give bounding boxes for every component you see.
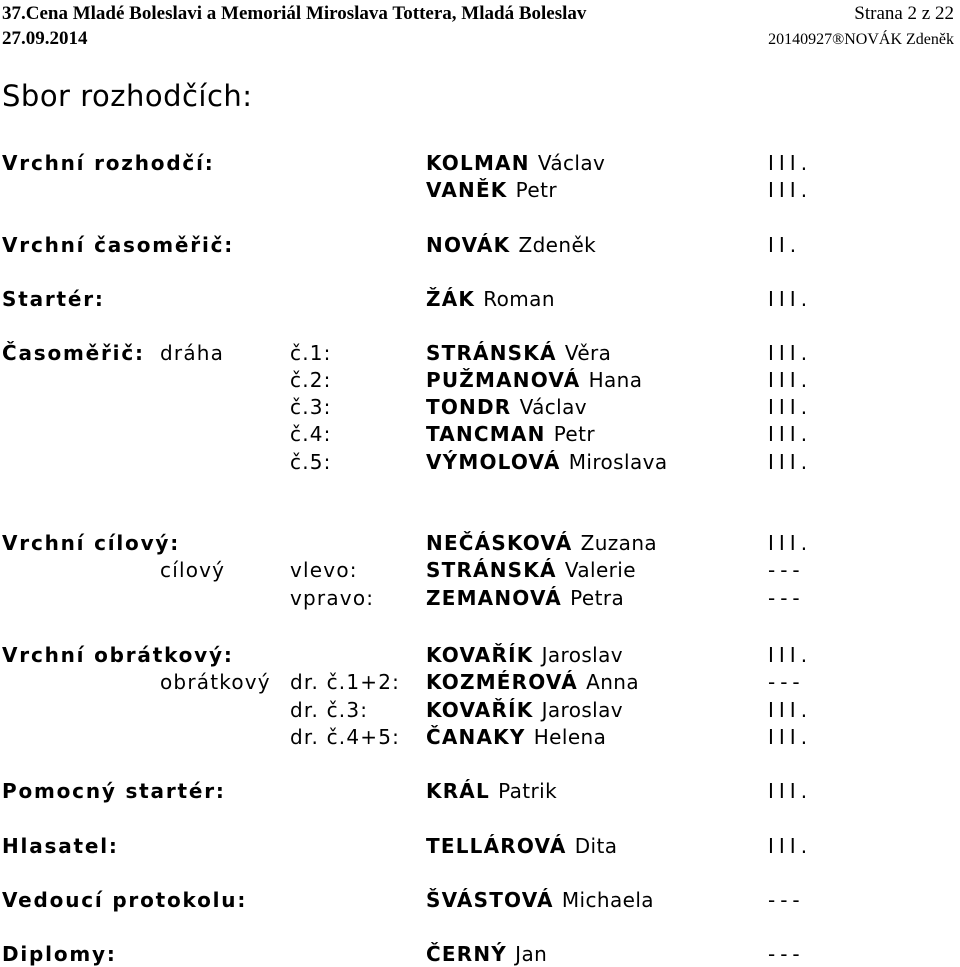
surname: TONDR bbox=[426, 395, 512, 419]
surname: TELLÁROVÁ bbox=[426, 834, 567, 858]
sub-role-label: cílový bbox=[160, 558, 226, 582]
first-name: Miroslava bbox=[568, 450, 668, 474]
surname: PUŽMANOVÁ bbox=[426, 368, 581, 392]
role-label: Diplomy: bbox=[2, 942, 117, 966]
qualification-class: III. bbox=[768, 450, 813, 474]
surname: ŠVÁSTOVÁ bbox=[426, 888, 554, 912]
official-name bbox=[426, 232, 596, 258]
first-name: Jan bbox=[515, 942, 548, 966]
qualification-class: --- bbox=[768, 888, 805, 912]
role-label: Vrchní rozhodčí: bbox=[2, 151, 215, 175]
official-name bbox=[426, 530, 657, 556]
official-name bbox=[426, 585, 624, 611]
first-name: Věra bbox=[564, 341, 612, 365]
official-name bbox=[426, 177, 557, 203]
qualification-class: III. bbox=[768, 341, 813, 365]
surname: ZEMANOVÁ bbox=[426, 586, 562, 610]
surname: VÝMOLOVÁ bbox=[426, 450, 561, 474]
qualification-class: --- bbox=[768, 558, 805, 582]
qualification-class: III. bbox=[768, 178, 813, 202]
side-label: vlevo: bbox=[290, 558, 358, 582]
wall-label: dr. č.4+5: bbox=[290, 725, 401, 749]
official-name bbox=[426, 669, 639, 695]
surname: STRÁNSKÁ bbox=[426, 341, 557, 365]
qualification-class: III. bbox=[768, 643, 813, 667]
surname: ČANAKY bbox=[426, 725, 526, 749]
official-name bbox=[426, 449, 668, 475]
lane-label: č.2: bbox=[290, 368, 332, 392]
official-name bbox=[426, 150, 605, 176]
official-name bbox=[426, 557, 636, 583]
first-name: Anna bbox=[586, 670, 639, 694]
official-name bbox=[426, 724, 606, 750]
official-name bbox=[426, 833, 617, 859]
lane-label: č.5: bbox=[290, 450, 332, 474]
first-name: Jaroslav bbox=[541, 698, 624, 722]
role-label: Vedoucí protokolu: bbox=[2, 888, 248, 912]
lane-label: č.3: bbox=[290, 395, 332, 419]
first-name: Jaroslav bbox=[541, 643, 624, 667]
qualification-class: III. bbox=[768, 287, 813, 311]
first-name: Michaela bbox=[561, 888, 654, 912]
official-name bbox=[426, 642, 623, 668]
first-name: Zuzana bbox=[580, 531, 658, 555]
lane-label: č.4: bbox=[290, 422, 332, 446]
first-name: Hana bbox=[588, 368, 643, 392]
surname: KOLMAN bbox=[426, 151, 530, 175]
qualification-class: III. bbox=[768, 368, 813, 392]
role-label: Vrchní obrátkový: bbox=[2, 643, 234, 667]
official-name bbox=[426, 778, 557, 804]
official-name bbox=[426, 367, 642, 393]
wall-label: dr. č.3: bbox=[290, 698, 369, 722]
official-name bbox=[426, 697, 623, 723]
qualification-class: III. bbox=[768, 151, 813, 175]
surname: ŽÁK bbox=[426, 287, 476, 311]
role-label: Pomocný startér: bbox=[2, 779, 226, 803]
first-name: Petr bbox=[515, 178, 557, 202]
surname: KOVAŘÍK bbox=[426, 643, 534, 667]
sub-role-label: obrátkový bbox=[160, 670, 271, 694]
qualification-class: III. bbox=[768, 422, 813, 446]
official-name bbox=[426, 394, 587, 420]
role-label: Vrchní časoměřič: bbox=[2, 233, 235, 257]
first-name: Petr bbox=[553, 422, 596, 446]
surname: NOVÁK bbox=[426, 233, 511, 257]
official-name bbox=[426, 421, 595, 447]
first-name: Patrik bbox=[498, 779, 558, 803]
surname: TANCMAN bbox=[426, 422, 546, 446]
qualification-class: --- bbox=[768, 942, 805, 966]
sub-role-label: dráha bbox=[160, 341, 225, 365]
first-name: Valerie bbox=[564, 558, 636, 582]
surname: VANĚK bbox=[426, 178, 508, 202]
qualification-class: III. bbox=[768, 395, 813, 419]
section-title: Sbor rozhodčích: bbox=[2, 79, 253, 113]
event-title: 37.Cena Mladé Boleslavi a Memoriál Miroslava Tottera, Mladá Boleslav bbox=[2, 3, 587, 24]
role-label: Hlasatel: bbox=[2, 834, 119, 858]
surname: KRÁL bbox=[426, 779, 490, 803]
first-name: Roman bbox=[483, 287, 555, 311]
role-label: Startér: bbox=[2, 287, 105, 311]
first-name: Václav bbox=[537, 151, 606, 175]
first-name: Václav bbox=[519, 395, 587, 419]
document-code: 20140927®NOVÁK Zdeněk bbox=[768, 31, 954, 48]
page-number: Strana 2 z 22 bbox=[854, 3, 954, 24]
surname: KOVAŘÍK bbox=[426, 698, 534, 722]
event-date: 27.09.2014 bbox=[2, 28, 88, 49]
lane-label: č.1: bbox=[290, 341, 332, 365]
side-label: vpravo: bbox=[290, 586, 375, 610]
qualification-class: III. bbox=[768, 834, 813, 858]
qualification-class: --- bbox=[768, 670, 805, 694]
qualification-class: III. bbox=[768, 725, 813, 749]
official-name bbox=[426, 887, 654, 913]
official-name bbox=[426, 941, 547, 967]
role-label: Časoměřič: bbox=[2, 341, 145, 365]
qualification-class: --- bbox=[768, 586, 805, 610]
surname: KOZMÉROVÁ bbox=[426, 670, 578, 694]
first-name: Dita bbox=[574, 834, 618, 858]
qualification-class: III. bbox=[768, 698, 813, 722]
first-name: Helena bbox=[533, 725, 607, 749]
role-label: Vrchní cílový: bbox=[2, 531, 181, 555]
qualification-class: II. bbox=[768, 233, 802, 257]
wall-label: dr. č.1+2: bbox=[290, 670, 401, 694]
official-name bbox=[426, 286, 555, 312]
first-name: Zdeněk bbox=[518, 233, 597, 257]
surname: STRÁNSKÁ bbox=[426, 558, 557, 582]
first-name: Petra bbox=[570, 586, 625, 610]
surname: ČERNÝ bbox=[426, 942, 507, 966]
qualification-class: III. bbox=[768, 779, 813, 803]
surname: NEČÁSKOVÁ bbox=[426, 531, 573, 555]
qualification-class: III. bbox=[768, 531, 813, 555]
official-name bbox=[426, 340, 611, 366]
